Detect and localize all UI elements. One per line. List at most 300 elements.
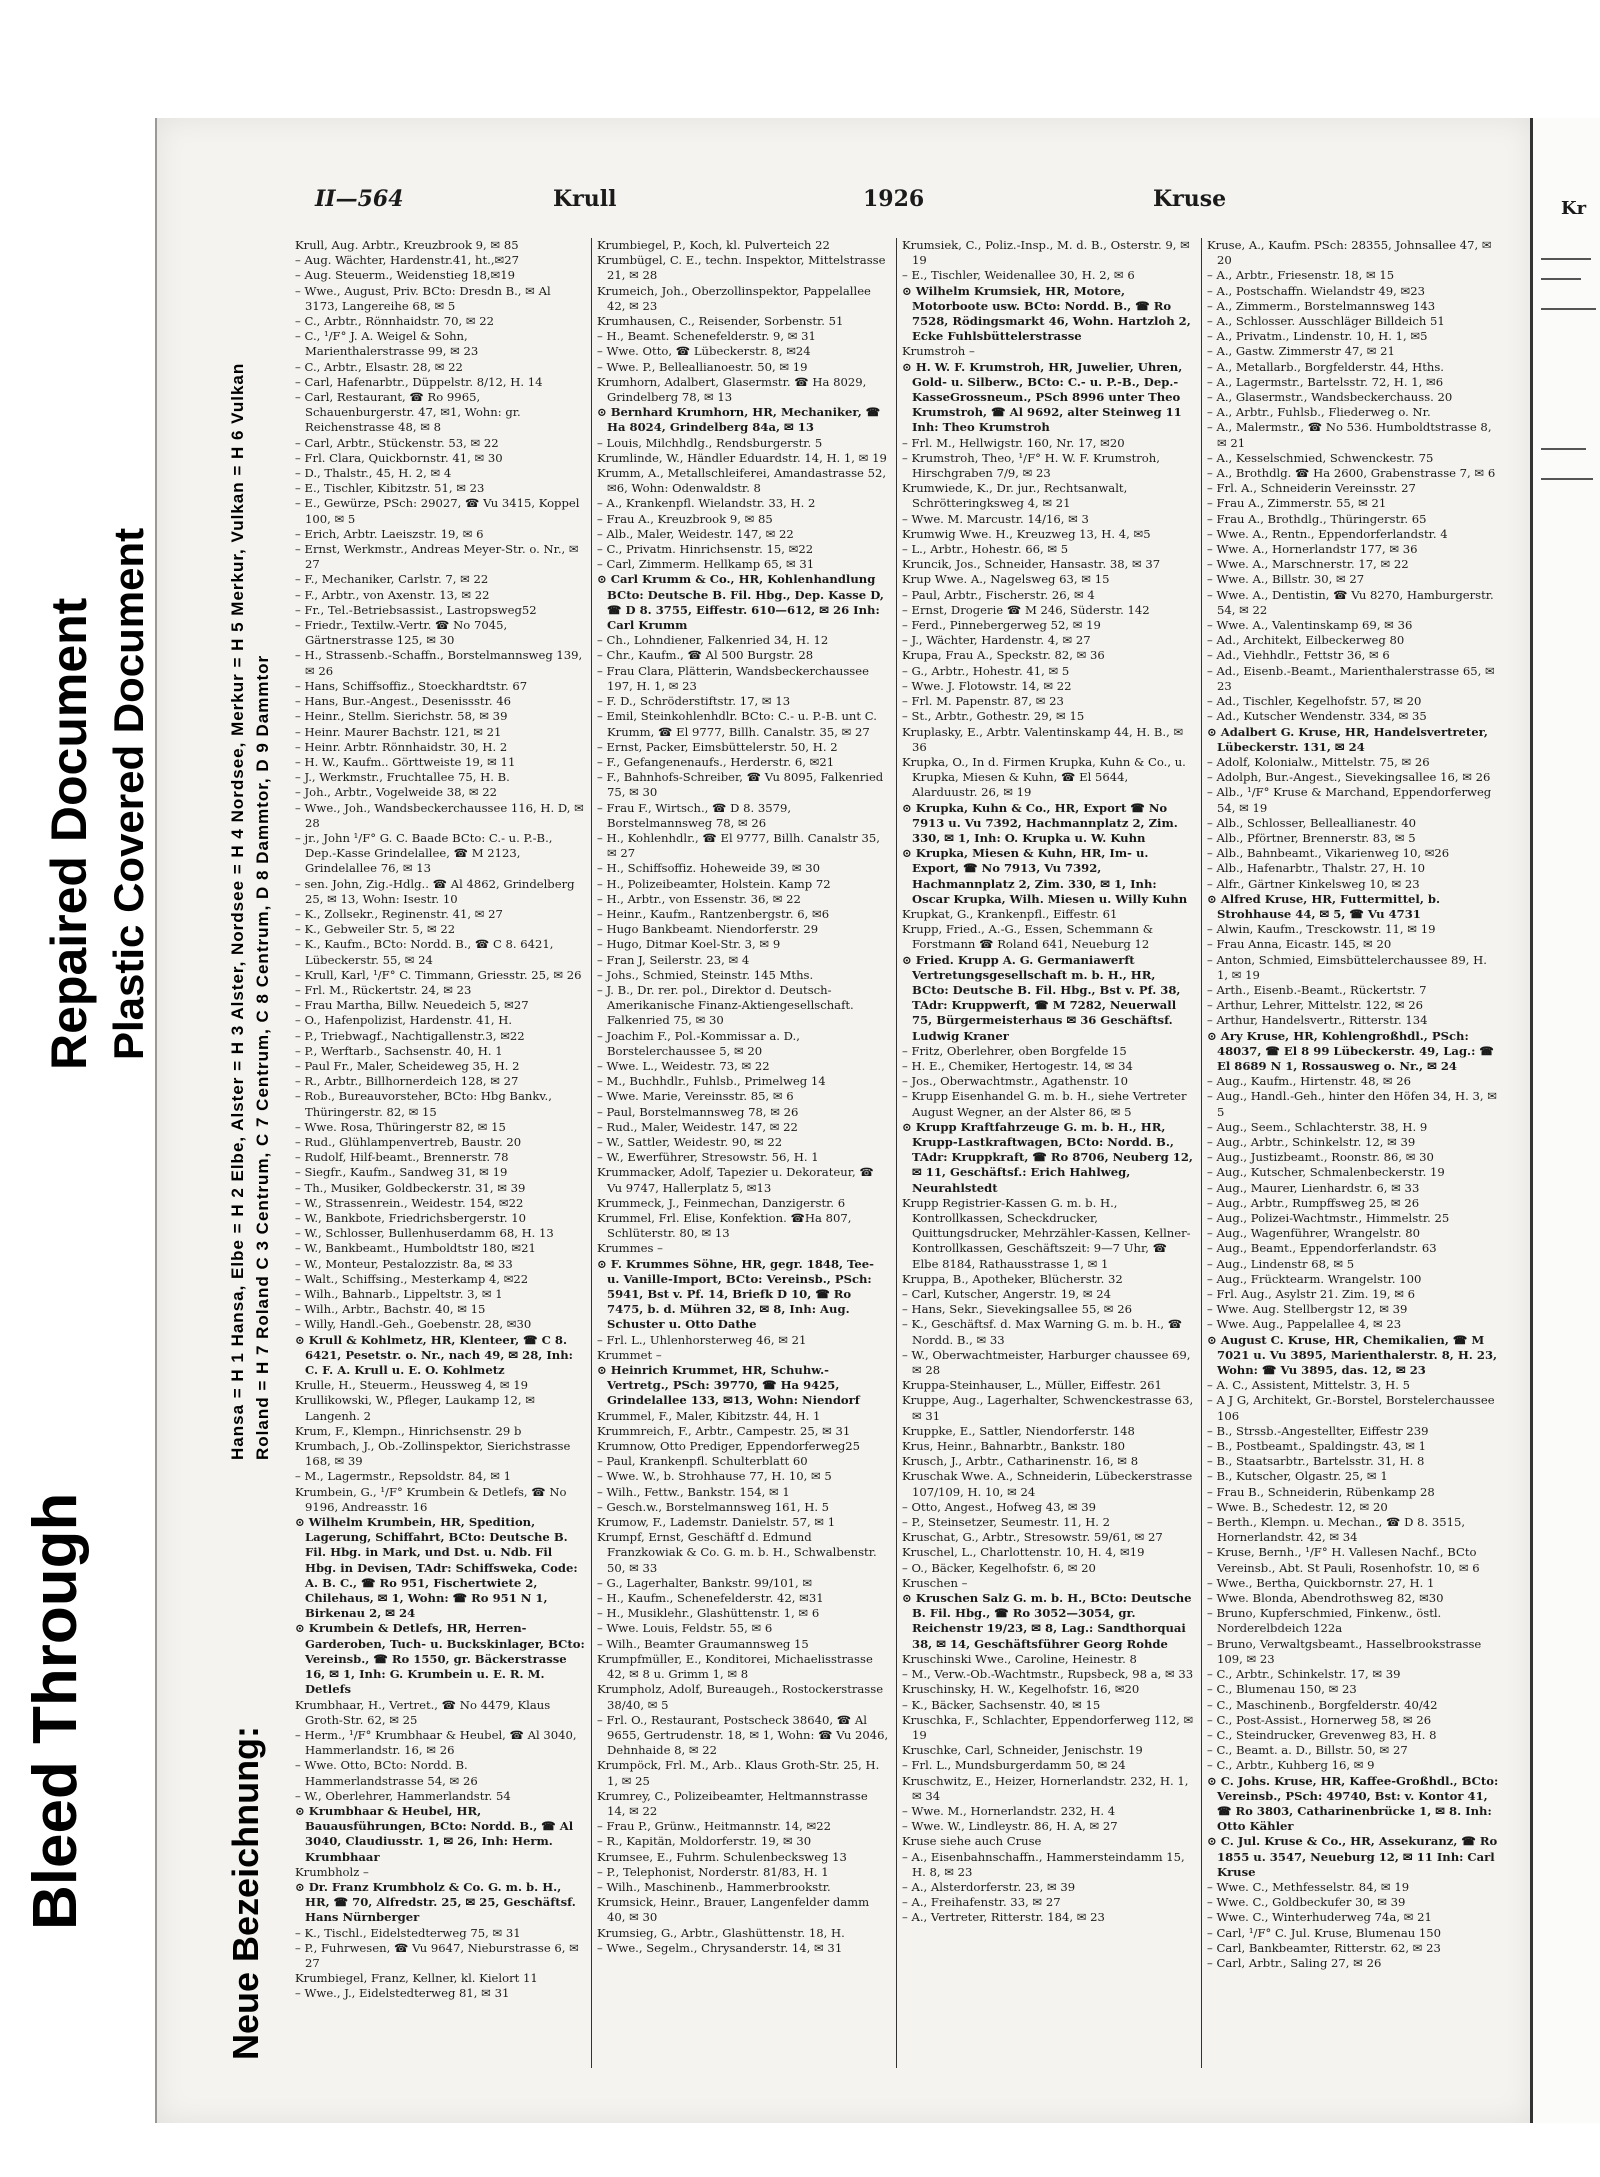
directory-entry: – A., Arbtr., Fuhlsb., Fliederweg o. Nr.	[1207, 405, 1431, 420]
directory-entry: – M., Lagermstr., Repsoldstr. 84, ✉ 1	[295, 1469, 511, 1484]
directory-entry: – Frau Anna, Eicastr. 145, ✉ 20	[1207, 937, 1392, 952]
directory-entry: – C., Arbtr., Kuhberg 16, ✉ 9	[1207, 1758, 1375, 1773]
directory-entry: – Krumstroh, Theo, ¹/F° H. W. F. Krumstroh, Hirschgraben 7/9, ✉ 23	[902, 450, 1160, 481]
directory-entry: Krumwig Wwe. H., Kreuzweg 13, H. 4, ✉5	[902, 526, 1151, 541]
directory-entry: – A., Malermstr., ☎ No 536. Humboldtstrasse 8, ✉ 21	[1207, 420, 1492, 450]
directory-entry: ⊙ Alfred Kruse, HR, Futtermittel, b. Strohhause 44, ✉ 5, ☎ Vu 4731	[1207, 891, 1441, 921]
directory-entry: – A., Brothdlg. ☎ Ha 2600, Grabenstrasse 7, ✉ 6	[1207, 466, 1496, 481]
directory-entry: – Willy, Handl.-Geh., Goebenstr. 28, ✉30	[295, 1317, 532, 1332]
directory-entry: – K., Kaufm., BCto: Nordd. B., ☎ C 8. 6421, Lübeckerstr. 55, ✉ 24	[295, 937, 554, 967]
directory-entry: – Siegfr., Kaufm., Sandweg 31, ✉ 19	[295, 1165, 508, 1180]
directory-entry: – Aug., Frücktearm. Wrangelstr. 100	[1207, 1271, 1422, 1286]
directory-entry: ⊙ Krull & Kohlmetz, HR, Klenteer, ☎ C 8. 6421, Pesetstr. o. Nr., nach 49, ✉ 28, Inh: C. F. A. Krull u. E. O. Kohlmetz	[295, 1332, 573, 1378]
directory-entry: Krummacker, Adolf, Tapezier u. Dekorateur, ☎ Vu 9747, Hallerplatz 5, ✉13	[597, 1165, 874, 1195]
directory-entry: Kruncik, Jos., Schneider, Hansastr. 38, ✉ 37	[902, 557, 1161, 572]
directory-entry: – Aug., Lindenstr 68, ✉ 5	[1207, 1256, 1355, 1271]
directory-entry: – Hans, Sekr., Sievekingsallee 55, ✉ 26	[902, 1302, 1132, 1317]
directory-entry: Krus, Heinr., Bahnarbtr., Bankstr. 180	[902, 1439, 1125, 1454]
directory-entry: – Frl. M., Hellwigstr. 160, Nr. 17, ✉20	[902, 435, 1125, 450]
directory-entry: Krummeck, J., Feinmechan, Danzigerstr. 6	[597, 1195, 846, 1210]
directory-entry: Kruschat, G., Arbtr., Stresowstr. 59/61, ✉ 27	[902, 1530, 1163, 1545]
directory-entry: – Frau B., Schneiderin, Rübenkamp 28	[1207, 1484, 1435, 1499]
directory-entry: Krumbiegel, Franz, Kellner, kl. Kielort 11	[295, 1971, 538, 1986]
directory-entry: – F., Arbtr., von Axenstr. 13, ✉ 22	[295, 587, 490, 602]
directory-entry: – Rud., Glühlampenvertreb, Baustr. 20	[295, 1134, 522, 1149]
directory-entry: – Hugo, Ditmar Koel-Str. 3, ✉ 9	[597, 937, 781, 952]
directory-entry: – Aug., Justizbeamt., Roonstr. 86, ✉ 30	[1207, 1150, 1434, 1165]
directory-entry: – Ferd., Pinnebergerweg 52, ✉ 19	[902, 618, 1101, 633]
directory-entry: – Wwe. J. Flotowstr. 14, ✉ 22	[902, 678, 1072, 693]
directory-entry: – W., Monteur, Pestalozzistr. 8a, ✉ 33	[295, 1256, 513, 1271]
directory-entry: – Frl. A., Schneiderin Vereinsstr. 27	[1207, 481, 1416, 496]
directory-entry: – A., Schlosser. Ausschläger Billdeich 51	[1207, 314, 1445, 329]
directory-entry: – H., Kaufm., Schenefelderstr. 42, ✉31	[597, 1591, 824, 1606]
plastic-covered-label: Plastic Covered Document	[105, 527, 152, 1060]
directory-entry: Krumpöck, Frl. M., Arb.. Klaus Groth-Str. 25, H. 1, ✉ 25	[597, 1758, 880, 1788]
directory-entry: – Aug., Beamt., Eppendorferlandstr. 63	[1207, 1241, 1437, 1256]
directory-entry: – Frl. L., Uhlenhorsterweg 46, ✉ 21	[597, 1332, 807, 1347]
directory-entry: – Paul, Arbtr., Fischerstr. 26, ✉ 4	[902, 587, 1095, 602]
directory-entry: Krumnow, Otto Prediger, Eppendorferweg25	[597, 1439, 861, 1454]
directory-entry: – Frl. Aug., Asylstr 21. Zim. 19, ✉ 6	[1207, 1287, 1416, 1302]
directory-entry: – Alb., ¹/F° Kruse & Marchand, Eppendorferweg 54, ✉ 19	[1207, 785, 1492, 815]
directory-entry: – W., Bankbote, Friedrichsbergerstr. 10	[295, 1211, 527, 1225]
directory-entry: Krumbügel, C. E., techn. Inspektor, Mittelstrasse 21, ✉ 28	[597, 253, 886, 283]
directory-entry: – Wilh., Fettw., Bankstr. 154, ✉ 1	[597, 1484, 790, 1499]
directory-entry: – C., Blumenau 150, ✉ 23	[1207, 1682, 1357, 1697]
directory-entry: – W., Schlosser, Bullenhuserdamm 68, H. 13	[295, 1226, 554, 1241]
directory-entry: – C., Arbtr., Elsastr. 28, ✉ 22	[295, 359, 463, 374]
directory-entry: ⊙ Krumbein & Detlefs, HR, Herren-Garderoben, Tuch- u. Buckskinlager, BCto: Vereinsb., ☎ Ro 1550, gr. Bäckerstrasse 16, ✉ 1, Inh: G. Krumbein u. E. R. M. Detlefs	[295, 1621, 585, 1697]
directory-entry: – K., Zollsekr., Reginenstr. 41, ✉ 27	[295, 906, 503, 921]
directory-entry: ⊙ Fried. Krupp A. G. Germaniawerft Vertretungsgesellschaft m. b. H., HR, BCto: Deutsche B. Fil. Hbg., Bst v. Pf. 38, TAdr: Kruppwerft, ☎ M 7282, Neuerwall 75, Bürgermeisterhaus ✉ 36 Geschäftsf. Ludwig Kraner	[902, 952, 1181, 1043]
directory-entry: – Alb., Bahnbeamt., Vikarienweg 10, ✉26	[1207, 846, 1450, 861]
directory-entry: – Wilh., Beamter Graumannsweg 15	[597, 1636, 809, 1651]
directory-entry: – K., Geschäftsf. d. Max Warning G. m. b. H., ☎ Nordd. B., ✉ 33	[902, 1317, 1183, 1347]
directory-entry: Krull, Aug. Arbtr., Kreuzbrook 9, ✉ 85	[295, 238, 519, 252]
directory-entry: Kruschinski Wwe., Caroline, Heinestr. 8	[902, 1651, 1137, 1666]
directory-entry: – A J G, Architekt, Gr.-Borstel, Borstelerchaussee 106	[1207, 1393, 1495, 1423]
directory-entry: – Frau A., Kreuzbrook 9, ✉ 85	[597, 511, 773, 526]
directory-entry: Krumhorn, Adalbert, Glasermstr. ☎ Ha 8029, Grindelberg 78, ✉ 13	[597, 374, 867, 405]
directory-entry: – Wwe. A., Rentn., Eppendorferlandstr. 4	[1207, 526, 1448, 541]
directory-entry: ⊙ Kruschen Salz G. m. b. H., BCto: Deutsche B. Fil. Hbg., ☎ Ro 3052—3054, gr. Reichenstr 19/23, ✉ 8, Lag.: Sandthorquai 38, ✉ 14, Geschäftsführer Georg Rohde	[902, 1591, 1192, 1651]
directory-entry: ⊙ Carl Krumm & Co., HR, Kohlenhandlung BCto: Deutsche B. Fil. Hbg., Dep. Kasse D, ☎ D 8. 3755, Eiffestr. 610—612, ✉ 26 Inh: Carl Krumm	[597, 572, 884, 633]
directory-entry: – Wwe. L., Weidestr. 73, ✉ 22	[597, 1058, 770, 1073]
directory-entry: Kruschwitz, E., Heizer, Hornerlandstr. 232, H. 1, ✉ 34	[902, 1773, 1189, 1803]
directory-entry: – Frau A., Brothdlg., Thüringerstr. 65	[1207, 511, 1427, 526]
directory-entry: – W., Strassenrein., Weidestr. 154, ✉22	[295, 1195, 524, 1210]
directory-entry: Kruschen –	[902, 1575, 968, 1590]
directory-entry: – Berth., Klempn. u. Mechan., ☎ D 8. 3515, Hornerlandstr. 42, ✉ 34	[1207, 1515, 1466, 1545]
zone-legend-line-2: Roland = H 7 Roland C 3 Centrum, C 7 Centrum, C 8 Centrum, D 8 Dammtor, D 9 Dammtor	[253, 654, 272, 1460]
directory-entry: – Walt., Schiffsing., Mesterkamp 4, ✉22	[295, 1271, 529, 1286]
directory-entry: Krumsick, Heinr., Brauer, Langenfelder damm 40, ✉ 30	[597, 1895, 870, 1925]
directory-entry: – Aug., Handl.-Geh., hinter den Höfen 34, H. 3, ✉ 5	[1207, 1089, 1497, 1119]
header-year: 1926	[863, 186, 925, 212]
directory-entry: Krumm, A., Metallschleiferei, Amandastrasse 52, ✉6, Wohn: Odenwaldstr. 8	[597, 466, 887, 496]
directory-entry: Krumrey, C., Polizeibeamter, Heltmannstrasse 14, ✉ 22	[597, 1788, 868, 1818]
directory-entry: – Wwe. Louis, Feldstr. 55, ✉ 6	[597, 1621, 773, 1636]
directory-entry: – Ad., Kutscher Wendenstr. 334, ✉ 35	[1207, 709, 1427, 724]
directory-entry: – Bruno, Kupferschmied, Finkenw., östl. Norderelbdeich 122a	[1207, 1606, 1442, 1636]
directory-entry: – Frl. O., Restaurant, Postscheck 38640, ☎ Al 9655, Gertrudenstr. 18, ✉ 1, Wohn: ☎ Vu 2046, Dehnhaide 8, ✉ 22	[597, 1712, 889, 1758]
directory-entry: Krupka, O., In d. Firmen Krupka, Kuhn & Co., u. Krupka, Miesen & Kuhn, ☎ El 5644, Alarduustr. 26, ✉ 19	[902, 754, 1186, 800]
directory-entry: – W., Bankbeamt., Humboldtstr 180, ✉21	[295, 1241, 536, 1256]
directory-entry: – F., Gefangenenaufs., Herderstr. 6, ✉21	[597, 754, 835, 769]
directory-entry: ⊙ Krupp Kraftfahrzeuge G. m. b. H., HR, Krupp-Lastkraftwagen, BCto: Nordd. B., TAdr: Kruppkraft, ☎ Ro 8706, Neuberg 12, ✉ 11, Geschäftsf.: Erich Hahlweg, Neurahlstedt	[902, 1119, 1193, 1195]
directory-entry: ⊙ Wilhelm Krumbein, HR, Spedition, Lagerung, Schiffahrt, BCto: Deutsche B. Fil. Hbg. in Mark, und Dst. u. Ndb. Fil Hbg. in Devisen, TAdr: Schiffsweka, Code: A. B. C., ☎ Ro 951, Fischertwiete 2, Chilehaus, ✉ 1, Wohn: ☎ Ro 951 N 1, Birkenau 2, ✉ 24	[295, 1515, 578, 1621]
directory-entry: – C., Privatm. Hinrichsenstr. 15, ✉22	[597, 542, 814, 557]
directory-entry: – C., Post-Assist., Hornerweg 58, ✉ 26	[1207, 1712, 1432, 1727]
directory-entry: – Paul, Borstelmannsweg 78, ✉ 26	[597, 1104, 799, 1119]
directory-entry: Kruppe, Aug., Lagerhalter, Schwenckestrasse 63, ✉ 31	[902, 1393, 1194, 1423]
directory-entry: – Wwe., Bertha, Quickbornstr. 27, H. 1	[1207, 1575, 1435, 1590]
directory-entry: – Alb., Maler, Weidestr. 147, ✉ 22	[597, 526, 794, 541]
directory-entry: Krummes –	[597, 1241, 663, 1256]
directory-entry: – Herm., ¹/F° Krumbhaar & Heubel, ☎ Al 3040, Hammerlandstr. 16, ✉ 26	[295, 1727, 577, 1758]
directory-entry: – Alb., Hafenarbtr., Thalstr. 27, H. 10	[1207, 861, 1425, 876]
directory-entry: – Rud., Maler, Weidestr. 147, ✉ 22	[597, 1119, 798, 1134]
directory-entry: Krumbhaar, H., Vertret., ☎ No 4479, Klaus Groth-Str. 62, ✉ 25	[295, 1697, 551, 1727]
next-page-rule	[1541, 258, 1591, 260]
directory-entry: ⊙ Bernhard Krumhorn, HR, Mechaniker, ☎ Ha 8024, Grindelberg 84a, ✉ 13	[597, 405, 881, 435]
directory-entry: – Chr., Kaufm., ☎ Al 500 Burgstr. 28	[597, 648, 814, 663]
directory-entry: Krumbholz –	[295, 1864, 369, 1879]
directory-entry: – jr., John ¹/F° G. C. Baade BCto: C.- u. P.-B., Dep.-Kasse Grindelallee, ☎ M 2123, Grindelallee 76, ✉ 13	[295, 830, 553, 876]
directory-entry: – P., Werftarb., Sachsenstr. 40, H. 1	[295, 1043, 503, 1058]
directory-entry: – Aug., Arbtr., Schinkelstr. 12, ✉ 39	[1207, 1134, 1416, 1149]
page-header	[315, 186, 1505, 216]
directory-entry: – B., Kutscher, Olgastr. 25, ✉ 1	[1207, 1469, 1388, 1484]
header-first-entry: Krull	[553, 186, 617, 212]
directory-entry: Krumsieg, G., Arbtr., Glashüttenstr. 18, H.	[597, 1925, 845, 1940]
directory-entry: – H. E., Chemiker, Hertogestr. 14, ✉ 34	[902, 1058, 1133, 1073]
directory-entry: – K., Tischl., Eidelstedterweg 75, ✉ 31	[295, 1925, 521, 1940]
column-2	[597, 238, 889, 2068]
directory-entry: ⊙ Krupka, Miesen & Kuhn, HR, Im- u. Export, ☎ No 7913, Vu 7392, Hachmannplatz 2, Zim. 330, ✉ 1, Inh: Oscar Krupka, Wilh. Miesen u. Willy Kuhn	[902, 846, 1188, 906]
column-divider	[896, 238, 897, 2068]
directory-entry: – Alfr., Gärtner Kinkelsweg 10, ✉ 23	[1207, 876, 1420, 891]
directory-entry: – Ernst, Drogerie ☎ M 246, Süderstr. 142	[902, 602, 1150, 617]
directory-entry: Kruschak Wwe. A., Schneiderin, Lübeckerstrasse 107/109, H. 10, ✉ 24	[902, 1469, 1193, 1499]
directory-entry: Krumbiegel, P., Koch, kl. Pulverteich 22	[597, 238, 830, 252]
directory-entry: – D., Thalstr., 45, H. 2, ✉ 4	[295, 466, 452, 481]
bleed-through-label: Bleed Through	[21, 1492, 90, 1930]
directory-entry: – Krupp Eisenhandel G. m. b. H., siehe Vertreter August Wegner, an der Alster 86, ✉ 5	[902, 1089, 1187, 1119]
directory-entry: – A., Gastw. Zimmerstr 47, ✉ 21	[1207, 344, 1395, 359]
directory-entry: – Frl. M., Rückertstr. 24, ✉ 23	[295, 982, 472, 997]
directory-entry: – Anton, Schmied, Eimsbüttelerchaussee 89, H. 1, ✉ 19	[1207, 952, 1487, 982]
directory-entry: – Wwe. A., Valentinskamp 69, ✉ 36	[1207, 618, 1413, 633]
directory-entry: – A., Eisenbahnschaffn., Hammersteindamm 15, H. 8, ✉ 23	[902, 1849, 1185, 1879]
left-margin	[0, 0, 150, 2177]
directory-entry: – R., Arbtr., Billhornerdeich 128, ✉ 27	[295, 1074, 519, 1089]
directory-entry: – Wwe. Aug., Pappelallee 4, ✉ 23	[1207, 1317, 1402, 1332]
directory-entry: Krumbach, J., Ob.-Zollinspektor, Sierichstrasse 168, ✉ 39	[295, 1439, 571, 1469]
directory-entry: – Wwe. M. Marcustr. 14/16, ✉ 3	[902, 511, 1089, 526]
directory-entry: Krumlinde, W., Händler Eduardstr. 14, H. 1, ✉ 19	[597, 450, 887, 465]
directory-entry: Krusch, J., Arbtr., Catharinenstr. 16, ✉ 8	[902, 1454, 1139, 1469]
directory-entry: – sen. John, Zig.-Hdlg.. ☎ Al 4862, Grindelberg 25, ✉ 13, Wohn: Isestr. 10	[295, 876, 575, 906]
directory-entry: – W., Oberlehrer, Hammerlandstr. 54	[295, 1788, 511, 1803]
directory-entry: – P., Telephonist, Norderstr. 81/83, H. 1	[597, 1864, 829, 1879]
directory-entry: – Arthur, Handelsvertr., Ritterstr. 134	[1207, 1013, 1428, 1028]
directory-entry: – Fritz, Oberlehrer, oben Borgfelde 15	[902, 1043, 1127, 1058]
next-page-head: Kr	[1561, 198, 1587, 219]
directory-entry: – Wwe. Aug. Stellbergstr 12, ✉ 39	[1207, 1302, 1408, 1317]
directory-entry: – Wwe. A., Marschnerstr. 17, ✉ 22	[1207, 557, 1409, 572]
directory-entry: – Carl, Bankbeamter, Ritterstr. 62, ✉ 23	[1207, 1940, 1441, 1955]
directory-entry: – A., Zimmerm., Borstelmannsweg 143	[1207, 298, 1436, 313]
directory-entry: – A., Privatm., Lindenstr. 10, H. 1, ✉5	[1207, 329, 1428, 344]
directory-entry: – Wwe. B., Schedestr. 12, ✉ 20	[1207, 1499, 1388, 1514]
directory-entry: – Frl. L., Mundsburgerdamm 50, ✉ 24	[902, 1758, 1126, 1773]
next-page-rule	[1541, 478, 1593, 480]
directory-entry: – Wwe., Segelm., Chrysanderstr. 14, ✉ 31	[597, 1940, 843, 1955]
directory-entry: – A., Kesselschmied, Schwenckestr. 75	[1207, 450, 1434, 465]
directory-entry: ⊙ Wilhelm Krumsiek, HR, Motore, Motorboote usw. BCto: Nordd. B., ☎ Ro 7528, Rödingsmarkt 46, Wohn. Hartzloh 2, Ecke Fuhlsbüttelerstrasse	[902, 283, 1191, 344]
directory-entry: – M., Buchhdlr., Fuhlsb., Primelweg 14	[597, 1074, 826, 1089]
directory-entry: – Wwe. A., Hornerlandstr 177, ✉ 36	[1207, 542, 1418, 557]
directory-entry: – A., Vertreter, Ritterstr. 184, ✉ 23	[902, 1910, 1105, 1925]
directory-entry: – P., Triebwagf., Nachtigallenstr.3, ✉22	[295, 1028, 525, 1043]
directory-entry: – Wwe. Otto, ☎ Lübeckerstr. 8, ✉24	[597, 344, 811, 359]
directory-entry: – Wwe. A., Dentistin, ☎ Vu 8270, Hamburgerstr. 54, ✉ 22	[1207, 587, 1494, 617]
directory-entry: – Wwe. Otto, BCto: Nordd. B. Hammerlandstrasse 54, ✉ 26	[295, 1758, 478, 1788]
directory-entry: – Carl, Hafenarbtr., Düppelstr. 8/12, H. 14	[295, 374, 543, 389]
directory-entry: ⊙ Krumbhaar & Heubel, HR, Bauausführungen, BCto: Nordd. B., ☎ Al 3040, Claudiusstr. 1, ✉ 26, Inh: Herm. Krumbhaar	[295, 1803, 574, 1864]
directory-entry: – Wwe., J., Eidelstedterweg 81, ✉ 31	[295, 1986, 510, 2001]
directory-entry: – Aug., Polizei-Wachtmstr., Himmelstr. 25	[1207, 1211, 1450, 1225]
directory-entry: – A., Lagermstr., Bartelsstr. 72, H. 1, ✉6	[1207, 374, 1444, 389]
directory-entry: – C., Maschinenb., Borgfelderstr. 40/42	[1207, 1697, 1438, 1712]
directory-entry: – H., Beamt. Schenefelderstr. 9, ✉ 31	[597, 329, 816, 344]
directory-entry: – Paul Fr., Maler, Scheideweg 35, H. 2	[295, 1058, 520, 1073]
directory-entry: Krulle, H., Steuerm., Heussweg 4, ✉ 19	[295, 1378, 528, 1393]
directory-entry: Krummel, F., Maler, Kibitzstr. 44, H. 1	[597, 1408, 821, 1423]
directory-entry: Kruschka, F., Schlachter, Eppendorferweg 112, ✉ 19	[902, 1712, 1194, 1742]
directory-entry: – Frau P., Grünw., Heitmannstr. 14, ✉22	[597, 1819, 831, 1834]
directory-entry: – B., Postbeamt., Spaldingstr. 43, ✉ 1	[1207, 1439, 1427, 1454]
directory-entry: – H., Polizeibeamter, Holstein. Kamp 72	[597, 876, 831, 891]
directory-entry: – Wilh., Arbtr., Bachstr. 40, ✉ 15	[295, 1302, 486, 1317]
directory-entry: – Frau A., Zimmerstr. 55, ✉ 21	[1207, 496, 1387, 511]
directory-entry: ⊙ Dr. Franz Krumbholz & Co. G. m. b. H., HR, ☎ 70, Alfredstr. 25, ✉ 25, Geschäftsf. Hans Nürnberger	[295, 1879, 576, 1925]
directory-entry: – Heinr., Kaufm., Rantzenbergstr. 6, ✉6	[597, 906, 830, 921]
directory-entry: – Carl, Arbtr., Stückenstr. 53, ✉ 22	[295, 435, 499, 450]
directory-entry: – Hans, Schiffsoffiz., Stoeckhardtstr. 67	[295, 678, 528, 693]
directory-entry: – Wwe. W., Lindleystr. 86, H. A, ✉ 27	[902, 1819, 1118, 1834]
directory-entry: – Alb., Schlosser, Belleallianestr. 40	[1207, 815, 1416, 830]
directory-entry: – Fran J, Seilerstr. 23, ✉ 4	[597, 952, 750, 967]
directory-entry: – C., ¹/F° J. A. Weigel & Sohn, Marienthalerstrasse 99, ✉ 23	[295, 329, 479, 359]
directory-entry: – Ad., Architekt, Eilbeckerweg 80	[1207, 633, 1405, 648]
column-divider	[591, 238, 592, 2068]
directory-entry: – Frl. Clara, Quickbornstr. 41, ✉ 30	[295, 450, 503, 465]
directory-entry: Kruppa, B., Apotheker, Blücherstr. 32	[902, 1271, 1123, 1286]
directory-entry: Kruschinsky, H. W., Kegelhofstr. 16, ✉20	[902, 1682, 1140, 1697]
directory-entry: – J. B., Dr. rer. pol., Direktor d. Deutsch-Amerikanische Finanz-Aktiengesellschaft. Falkenried 75, ✉ 30	[597, 982, 854, 1028]
directory-entry: – A., Metallarb., Borgfelderstr. 44, Hths.	[1207, 359, 1444, 374]
directory-entry: Kruschel, L., Charlottenstr. 10, H. 4, ✉19	[902, 1545, 1145, 1560]
directory-entry: – Rudolf, Hilf-beamt., Brennerstr. 78	[295, 1150, 509, 1165]
directory-entry: – Carl, Restaurant, ☎ Ro 9965, Schauenburgerstr. 47, ✉1, Wohn: gr. Reichenstrasse 48, ✉ 8	[295, 390, 521, 435]
directory-entry: – Louis, Milchhdlg., Rendsburgerstr. 5	[597, 435, 823, 450]
column-4	[1207, 238, 1499, 2068]
zone-legend-line-1: Hansa = H 1 Hansa, Elbe = H 2 Elbe, Alster = H 3 Alster, Nordsee = H 4 Nordsee, Merkur = H 5 Merkur, Vulkan = H 6 Vulkan	[228, 362, 247, 1460]
directory-entry: Krumow, F., Lademstr. Danielstr. 57, ✉ 1	[597, 1515, 836, 1530]
directory-entry: Krumwiede, K., Dr. jur., Rechtsanwalt, Schrötteringksweg 4, ✉ 21	[902, 481, 1128, 511]
directory-entry: – J., Werkmstr., Fruchtallee 75, H. B.	[295, 770, 510, 785]
directory-entry: ⊙ Ary Kruse, HR, Kohlengroßhdl., PSch: 48037, ☎ El 8 99 Lübeckerstr. 49, Lag.: ☎ El 8689 N 1, Rossausweg o. Nr., ✉ 24	[1207, 1028, 1494, 1073]
directory-entry: – Wwe. W., b. Strohhause 77, H. 10, ✉ 5	[597, 1469, 832, 1484]
directory-entry: Kruschke, Carl, Schneider, Jenischstr. 19	[902, 1743, 1143, 1758]
directory-entry: – Wwe. Blonda, Abendrothsweg 82, ✉30	[1207, 1591, 1444, 1606]
directory-entry: – H. W., Kaufm.. Görttweiste 19, ✉ 11	[295, 754, 516, 769]
directory-entry: – E., Tischler, Weidenallee 30, H. 2, ✉ 6	[902, 268, 1135, 283]
directory-entry: – Wwe., Joh., Wandsbeckerchaussee 116, H. D, ✉ 28	[295, 800, 584, 830]
directory-entry: – Alb., Pförtner, Brennerstr. 83, ✉ 5	[1207, 830, 1416, 845]
directory-entry: – Rob., Bureauvorsteher, BCto: Hbg Bankv., Thüringerstr. 82, ✉ 15	[295, 1089, 552, 1119]
directory-entry: – P., Fuhrwesen, ☎ Vu 9647, Nieburstrasse 6, ✉ 27	[295, 1940, 579, 1970]
directory-entry: – Th., Musiker, Goldbeckerstr. 31, ✉ 39	[295, 1180, 526, 1195]
directory-entry: Kruppa-Steinhauser, L., Müller, Eiffestr. 261	[902, 1378, 1162, 1393]
directory-entry: Krumsiek, C., Poliz.-Insp., M. d. B., Osterstr. 9, ✉ 19	[902, 238, 1190, 268]
directory-entry: – H., Strassenb.-Schaffn., Borstelmannsweg 139, ✉ 26	[295, 648, 583, 678]
directory-entry: – Wwe. A., Billstr. 30, ✉ 27	[1207, 572, 1365, 587]
directory-entry: – A., Alsterdorferstr. 23, ✉ 39	[902, 1879, 1076, 1894]
directory-entry: Krupp Registrier-Kassen G. m. b. H., Kontrollkassen, Scheckdrucker, Quittungsdrucker, Mehrzähler-Kassen, Kellner-Kontrollkassen, Geschäftszeit: 9—7 Uhr, ☎ Elbe 8184, Rathausstrasse 1, ✉ 1	[902, 1195, 1191, 1271]
directory-entry: Krumbein, G., ¹/F° Krumbein & Detlefs, ☎ No 9196, Andreasstr. 16	[295, 1484, 567, 1514]
directory-entry: – Krull, Karl, ¹/F° C. Timmann, Griesstr. 25, ✉ 26	[295, 967, 582, 982]
directory-entry: – Aug., Kaufm., Hirtenstr. 48, ✉ 26	[1207, 1074, 1412, 1089]
directory-entry: – Joh., Arbtr., Vogelweide 38, ✉ 22	[295, 785, 497, 800]
directory-entry: Kruse, A., Kaufm. PSch: 28355, Johnsallee 47, ✉ 20	[1207, 238, 1492, 268]
directory-entry: – Wwe. M., Hornerlandstr. 232, H. 4	[902, 1803, 1116, 1818]
directory-entry: Krumstroh –	[902, 344, 975, 359]
directory-entry: – O., Bäcker, Kegelhofstr. 6, ✉ 20	[902, 1560, 1096, 1575]
directory-entry: Krupa, Frau A., Speckstr. 82, ✉ 36	[902, 648, 1105, 663]
directory-entry: ⊙ Heinrich Krummet, HR, Schuhw.-Vertretg., PSch: 39770, ☎ Ha 9425, Grindelallee 133, ✉13, Wohn: Niendorf	[597, 1363, 860, 1408]
directory-entry: – Arth., Eisenb.-Beamt., Rückertstr. 7	[1207, 982, 1427, 997]
directory-entry: – Ch., Lohndiener, Falkenried 34, H. 12	[597, 633, 829, 648]
directory-entry: Krupp, Fried., A.-G., Essen, Schemmann & Forstmann ☎ Roland 641, Neueburg 12	[902, 922, 1154, 952]
directory-entry: – C., Arbtr., Schinkelstr. 17, ✉ 39	[1207, 1667, 1401, 1682]
directory-entry: – W., Oberwachtmeister, Harburger chaussee 69, ✉ 28	[902, 1347, 1191, 1378]
directory-entry: – J., Wächter, Hardenstr. 4, ✉ 27	[902, 633, 1091, 648]
directory-entry: – Aug., Maurer, Lienhardstr. 6, ✉ 33	[1207, 1180, 1420, 1195]
new-designation-label: Neue Bezeichnung:	[225, 1725, 266, 2060]
directory-entry: Krummreich, F., Arbtr., Campestr. 25, ✉ 31	[597, 1423, 851, 1438]
directory-entry: Krummet –	[597, 1347, 662, 1362]
directory-entry: Krupkat, G., Krankenpfl., Eiffestr. 61	[902, 906, 1118, 921]
directory-entry: Krummel, Frl. Elise, Konfektion. ☎Ha 807, Schlüterstr. 80, ✉ 13	[597, 1211, 852, 1241]
directory-entry: – Ad., Eisenb.-Beamt., Marienthalerstrasse 65, ✉ 23	[1207, 663, 1495, 693]
directory-entry: – M., Verw.-Ob.-Wachtmstr., Rupsbeck, 98 a, ✉ 33	[902, 1667, 1194, 1682]
directory-entry: – Ernst, Packer, Eimsbüttelerstr. 50, H. 2	[597, 739, 838, 754]
directory-entry: – K., Bäcker, Sachsenstr. 40, ✉ 15	[902, 1697, 1101, 1712]
directory-entry: – Wwe. C., Winterhuderweg 74a, ✉ 21	[1207, 1910, 1432, 1925]
directory-columns	[285, 238, 1500, 2068]
directory-entry: ⊙ Adalbert G. Kruse, HR, Handelsvertreter, Lübeckerstr. 131, ✉ 24	[1207, 724, 1488, 754]
directory-entry: – Jos., Oberwachtmstr., Agathenstr. 10	[902, 1074, 1128, 1089]
column-3	[902, 238, 1194, 2068]
directory-entry: Kruplasky, E., Arbtr. Valentinskamp 44, H. B., ✉36	[902, 724, 1184, 754]
directory-entry: – Bruno, Verwaltgsbeamt., Hasselbrookstrasse 109, ✉ 23	[1207, 1636, 1482, 1666]
directory-entry: – Johs., Schmied, Steinstr. 145 Mths.	[597, 967, 814, 982]
directory-entry: – Adolph, Bur.-Angest., Sievekingsallee 16, ✉ 26	[1207, 770, 1491, 785]
directory-entry: ⊙ C. Johs. Kruse, HR, Kaffee-Großhdl., BCto: Vereinsb., PSch: 49740, Bst: v. Kontor 41, ☎ Ro 3803, Catharinenbrücke 1, ✉ 8. Inh: Otto Kähler	[1207, 1773, 1499, 1834]
column-divider	[1201, 238, 1202, 2068]
next-page-rule	[1541, 448, 1586, 450]
directory-entry: – Frau Martha, Billw. Neuedeich 5, ✉27	[295, 998, 529, 1013]
directory-entry: – F., Bahnhofs-Schreiber, ☎ Vu 8095, Falkenried 75, ✉ 30	[597, 770, 884, 800]
directory-entry: Krumpf, Ernst, Geschäftf d. Edmund Franzkowiak & Co. G. m. b. H., Schwalbenstr. 50, ✉ 33	[597, 1530, 877, 1575]
directory-entry: – Carl, Kutscher, Angerstr. 19, ✉ 24	[902, 1287, 1112, 1302]
directory-entry: – W., Sattler, Weidestr. 90, ✉ 22	[597, 1134, 783, 1149]
directory-entry: – E., Gewürze, PSch: 29027, ☎ Vu 3415, Koppel 100, ✉ 5	[295, 496, 580, 526]
directory-entry: – Carl, Arbtr., Saling 27, ✉ 26	[1207, 1955, 1382, 1970]
directory-entry: – Wwe. P., Belleallianoestr. 50, ✉ 19	[597, 359, 808, 374]
header-last-entry: Kruse	[1153, 186, 1227, 212]
directory-entry: – St., Arbtr., Gothestr. 29, ✉ 15	[902, 709, 1085, 724]
directory-entry: – B., Staatsarbtr., Bartelsstr. 31, H. 8	[1207, 1454, 1425, 1469]
directory-entry: – E., Tischler, Kibitzstr. 51, ✉ 23	[295, 481, 485, 496]
directory-entry: – A., Arbtr., Friesenstr. 18, ✉ 15	[1207, 268, 1395, 283]
directory-entry: – Aug., Wagenführer, Wrangelstr. 80	[1207, 1226, 1420, 1241]
directory-entry: – Carl, Zimmerm. Hellkamp 65, ✉ 31	[597, 557, 815, 572]
directory-entry: Krullikowski, W., Pfleger, Laukamp 12, ✉ Langenh. 2	[295, 1393, 535, 1423]
directory-entry: – Heinr., Stellm. Sierichstr. 58, ✉ 39	[295, 709, 508, 724]
directory-entry: – H., Musiklehr., Glashüttenstr. 1, ✉ 6	[597, 1606, 820, 1621]
directory-entry: ⊙ Krupka, Kuhn & Co., HR, Export ☎ No 7913 u. Vu 7392, Hachmannplatz 2, Zim. 330, ✉ 1, Inh: O. Krupka u. W. Kuhn	[902, 800, 1178, 845]
directory-entry: – Frau F., Wirtsch., ☎ D 8. 3579, Borstelmannsweg 78, ✉ 26	[597, 800, 792, 830]
directory-entry: – Frl. M. Papenstr. 87, ✉ 23	[902, 694, 1064, 709]
directory-entry: Krumeich, Joh., Oberzollinspektor, Pappelallee 42, ✉ 23	[597, 283, 871, 313]
directory-entry: Krup Wwe. A., Nagelsweg 63, ✉ 15	[902, 572, 1110, 587]
repaired-document-label: Repaired Document	[41, 597, 97, 1070]
directory-entry: – Aug. Wächter, Hardenstr.41, ht.,✉27	[295, 253, 520, 268]
directory-entry: Krumpholz, Adolf, Bureaugeh., Rostockerstrasse 38/40, ✉ 5	[597, 1682, 884, 1712]
next-page-strip	[1530, 118, 1600, 2123]
directory-entry: – Hugo Bankbeamt. Niendorferstr. 29	[597, 922, 819, 937]
directory-entry: – H., Kohlenhdlr., ☎ El 9777, Billh. Canalstr 35, ✉ 27	[597, 830, 880, 861]
directory-entry: – H., Schiffsoffiz. Hoheweide 39, ✉ 30	[597, 861, 821, 876]
directory-entry: ⊙ H. W. F. Krumstroh, HR, Juwelier, Uhren, Gold- u. Silberw., BCto: C.- u. P.-B., Dep.-KasseGrossneum., PSch 8996 unter Theo Krumstroh, ☎ Al 9692, alter Steinweg 11 Inh: Theo Krumstroh	[902, 359, 1183, 435]
directory-entry: – C., Arbtr., Rönnhaidstr. 70, ✉ 22	[295, 314, 494, 329]
directory-entry: – B., Strssb.-Angestellter, Eiffestr 239	[1207, 1423, 1429, 1438]
directory-entry: – A. C., Assistent, Mittelstr. 3, H. 5	[1207, 1378, 1411, 1393]
directory-entry: – Wwe. C., Goldbeckufer 30, ✉ 39	[1207, 1895, 1406, 1910]
directory-entry: – Carl, ¹/F° C. Jul. Kruse, Blumenau 150	[1207, 1925, 1442, 1940]
directory-entry: – F., Mechaniker, Carlstr. 7, ✉ 22	[295, 572, 489, 587]
directory-entry: – C., Steindrucker, Grevenweg 83, H. 8	[1207, 1727, 1437, 1742]
directory-entry: – Paul, Krankenpfl. Schulterblatt 60	[597, 1454, 808, 1469]
directory-entry: – R., Kapitän, Moldorferstr. 19, ✉ 30	[597, 1834, 812, 1849]
directory-entry: – Wwe., August, Priv. BCto: Dresdn B., ✉ Al 3173, Langereihe 68, ✉ 5	[295, 283, 551, 313]
page-number: II—564	[315, 186, 404, 212]
directory-entry: – H., Arbtr., von Essenstr. 36, ✉ 22	[597, 891, 801, 906]
next-page-rule	[1541, 308, 1596, 310]
directory-entry: – A., Freihafenstr. 33, ✉ 27	[902, 1895, 1061, 1910]
directory-entry: – L., Arbtr., Hohestr. 66, ✉ 5	[902, 542, 1069, 557]
directory-entry: – Aug., Seem., Schlachterstr. 38, H. 9	[1207, 1119, 1428, 1134]
directory-entry: – Kruse, Bernh., ¹/F° H. Vallesen Nachf., BCto Vereinsb., Abt. St Pauli, Rosenhofstr. 10, ✉ 6	[1207, 1545, 1480, 1575]
directory-entry: – A., Postschaffn. Wielandstr 49, ✉23	[1207, 283, 1425, 298]
directory-entry: ⊙ C. Jul. Kruse & Co., HR, Assekuranz, ☎ Ro 1855 u. 3547, Neueburg 12, ✉ 11 Inh: Carl Kruse	[1207, 1834, 1498, 1879]
directory-entry: Kruppke, E., Sattler, Niendorferstr. 148	[902, 1423, 1135, 1438]
